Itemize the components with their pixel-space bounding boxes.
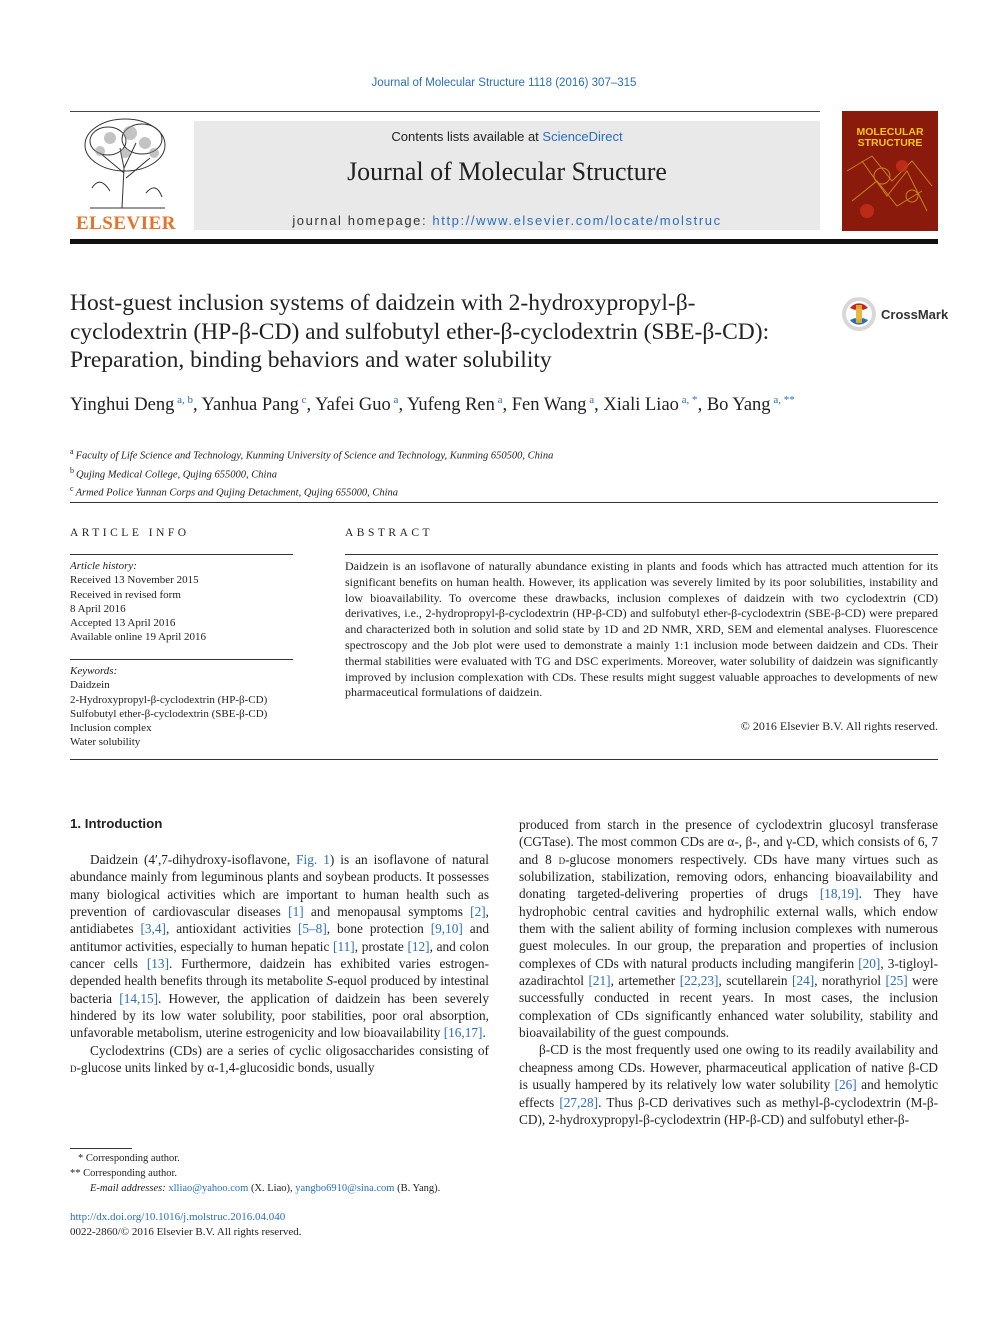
author-affiliation-marker[interactable]: a, b bbox=[174, 394, 193, 406]
keyword-0: Daidzein bbox=[70, 679, 110, 692]
email2-owner: (B. Yang). bbox=[394, 1183, 441, 1194]
author-name: Yinghui Deng bbox=[70, 395, 175, 416]
keywords-label: Keywords: bbox=[70, 665, 118, 677]
keyword-1: 2-Hydroxypropyl-β-cyclodextrin (HP-β-CD) bbox=[70, 693, 268, 706]
article-history bbox=[70, 559, 295, 645]
citation-link[interactable]: [21] bbox=[588, 973, 611, 989]
elsevier-logo bbox=[70, 113, 182, 235]
citation-link[interactable]: [13] bbox=[146, 956, 170, 972]
affiliation-marker: c bbox=[70, 484, 76, 493]
intro-paragraph-2: Cyclodextrins (CDs) are a series of cyclic oligosaccharides consisting of d-glucose units linked by α-1,4-glucosidic bonds, usually bbox=[70, 1042, 489, 1076]
cover-title-line2: STRUCTURE bbox=[857, 137, 923, 149]
keyword-2: Sulfobutyl ether-β-cyclodextrin (SBE-β-CD) bbox=[70, 707, 268, 720]
author-name: Yufeng Ren bbox=[407, 395, 495, 416]
tree-icon bbox=[70, 113, 182, 213]
citation-link[interactable]: [26] bbox=[834, 1077, 857, 1093]
intro-paragraph-1: Daidzein (4′,7-dihydroxy-isoflavone, Fig. 1) is an isoflavone of natural abundance mainly from leguminous plants and soybean products. It possesses many biological activities which are important to human health such as prevention of cardiovascular diseases [1] and menopausal symptoms [2], antidiabetes [3,4], antioxidant activities [5–8], bone protection [9,10] and antitumor activities, especially to human hepatic [11], prostate [12], and colon cancer cells [13]. Furthermore, daidzein has exhibited varies estrogen-depended health benefits through its metabolite S-equol produced by intestinal bacteria [14,15]. However, the application of daidzein has been severely hindered by its low water solubility, poor stabilities, poor oral absorption, unfavorable metabolism, uterine estrogenicity and low bioavailability [16,17]. bbox=[70, 852, 489, 1041]
author-affiliation-marker[interactable]: a, * bbox=[678, 394, 698, 406]
citation-link[interactable]: Fig. 1 bbox=[296, 852, 330, 867]
article-info-heading: ARTICLE INFO bbox=[70, 527, 190, 539]
email-label: E-mail addresses: bbox=[90, 1183, 169, 1194]
italic-text: S bbox=[326, 973, 334, 989]
body-column-right bbox=[519, 816, 938, 1128]
author-name: Fen Wang bbox=[511, 395, 587, 416]
doi-link[interactable]: http://dx.doi.org/10.1016/j.molstruc.2016.04.040 bbox=[70, 1211, 286, 1223]
small-caps-text: d bbox=[70, 1060, 77, 1076]
citation-link[interactable]: [25] bbox=[885, 973, 908, 989]
email-link-liao[interactable]: xlliao@yahoo.com bbox=[168, 1183, 249, 1194]
footnote-rule bbox=[70, 1148, 132, 1149]
citation-link[interactable]: [12] bbox=[407, 938, 430, 954]
citation-link[interactable]: [16,17] bbox=[443, 1025, 483, 1041]
email1-owner: (X. Liao), bbox=[248, 1183, 296, 1194]
history-label: Article history: bbox=[70, 560, 137, 572]
history-line-3: Accepted 13 April 2016 bbox=[70, 617, 176, 630]
author-affiliation-marker[interactable]: a bbox=[586, 394, 595, 406]
author-affiliation-marker[interactable]: a bbox=[390, 394, 399, 406]
keywords bbox=[70, 664, 295, 750]
keyword-3: Inclusion complex bbox=[70, 722, 152, 735]
sciencedirect-link[interactable]: ScienceDirect bbox=[542, 129, 623, 144]
citation-link[interactable]: [24] bbox=[792, 973, 815, 989]
affiliation-marker: a bbox=[70, 447, 76, 456]
homepage-link[interactable]: http://www.elsevier.com/locate/molstruc bbox=[432, 213, 722, 228]
citation-link[interactable]: [27,28] bbox=[559, 1094, 599, 1110]
crossmark-badge[interactable] bbox=[841, 296, 951, 336]
elsevier-wordmark: ELSEVIER bbox=[75, 213, 177, 234]
rule-abstract bbox=[345, 554, 938, 555]
citation-link[interactable]: [14,15] bbox=[119, 990, 159, 1006]
author-name: Yafei Guo bbox=[315, 395, 391, 416]
affiliation-line bbox=[70, 482, 770, 501]
citation-link[interactable]: [5–8] bbox=[297, 921, 327, 937]
email-link-yang[interactable]: yangbo6910@sina.com bbox=[295, 1183, 395, 1194]
author-list: Yinghui Deng $^{a, b}$, Yanhua Pang $^c$, Yafei Guo $^a$, Yufeng Ren $^a$, Fen Wang $^a$, Xiali Liao $^{a, *}$, Bo Yang $^{a, **}$ bbox=[70, 394, 795, 416]
author-affiliation-marker[interactable]: a bbox=[494, 394, 503, 406]
citation-link[interactable]: [22,23] bbox=[679, 973, 719, 989]
citation-link[interactable]: [11] bbox=[333, 938, 355, 954]
history-line-2: 8 April 2016 bbox=[70, 602, 126, 615]
history-line-4: Available online 19 April 2016 bbox=[70, 631, 207, 644]
footnote-emails bbox=[70, 1181, 510, 1196]
header-thick-rule bbox=[70, 239, 938, 244]
citation-link[interactable]: [3,4] bbox=[140, 921, 166, 937]
citation-link[interactable]: [2] bbox=[470, 904, 486, 920]
affiliations bbox=[70, 445, 770, 501]
keyword-4: Water solubility bbox=[70, 736, 141, 749]
citation-link[interactable]: [20] bbox=[858, 955, 881, 971]
citation-link[interactable]: [1] bbox=[288, 904, 304, 920]
affiliation-line bbox=[70, 464, 770, 483]
intro-paragraph-2-cont: produced from starch in the presence of cyclodextrin glucosyl transferase (CGTase). The most common CDs are α-, β-, and γ-CD, which consists of 6, 7 and 8 d-glucose monomers respectively. CDs have many virtues such as solubilization, stabilization, removing odors, enhancing bioavailability and donating targeted-delivering properties of drugs [18,19]. They have hydrophobic central cavities and hydrophilic external walls, which endow them with the salient ability of forming inclusion complexes with numerous guest molecules. In our group, the preparation and properties of inclusion complexes of CDs with natural products including mangiferin [20], 3-tigloyl-azadirachtol [21], artemether [22,23], scutellarein [24], norathyriol [25] were successfully conducted in recent years. In most cases, the inclusion complexation of CDs significantly enhanced water solubility, stability and bioavailability of the guest compounds. bbox=[519, 817, 939, 1041]
author-name: Xiali Liao bbox=[603, 395, 679, 416]
footnotes bbox=[70, 1151, 510, 1196]
article-title: Host-guest inclusion systems of daidzein with 2-hydroxypropyl-β-cyclodextrin (HP-β-CD) and sulfobutyl ether-β-cyclodextrin (SBE-β-CD): Preparation, binding behaviors and water solubility bbox=[70, 290, 770, 373]
footnote-corresponding-2: ** Corresponding author. bbox=[70, 1168, 178, 1179]
affiliation-marker: b bbox=[70, 465, 76, 475]
intro-heading: 1. Introduction bbox=[70, 816, 163, 831]
affiliation-text: Armed Police Yunnan Corps and Qujing Detachment, Qujing 655000, China bbox=[75, 487, 399, 499]
author-affiliation-marker[interactable]: c bbox=[298, 394, 307, 406]
rule-info bbox=[70, 554, 293, 555]
homepage-prefix: journal homepage: bbox=[292, 213, 433, 228]
issn-copyright: 0022-2860/© 2016 Elsevier B.V. All rights reserved. bbox=[70, 1226, 302, 1238]
homepage-line bbox=[194, 213, 820, 228]
journal-citation[interactable]: Journal of Molecular Structure 1118 (2016) 307–315 bbox=[371, 77, 637, 89]
abstract-heading: ABSTRACT bbox=[345, 527, 434, 539]
abstract-text: Daidzein is an isoflavone of naturally abundance existing in plants and foods which has attracted much attention for its significant benefits on human health. However, its application was severely limited by its poor solubilities, instability and low bioavailability. To overcome these drawbacks, inclusion complexes of daidzein with two cyclodextrin (CD) derivatives, i.e., 2-hydropropyl-β-cyclodextrin (HP-β-CD) and sulfobutyl ether-β-cyclodextrin (SBE-β-CD) were prepared and characterized both in solution and solid state by 1D and 2D NMR, XRD, SEM and elemental analyses. Fluorescence spectroscopy and the Job plot were used to demonstrate a mainly 1:1 inclusion mode between daidzein and CDs. Their thermal stabilities were evaluated with TG and DSC experiments. Moreover, water solubility of daidzein was significantly improved by inclusion complexation with CDs. These results might suggest valuable approaches to developments of new pharmaceutical formulations of daidzein. bbox=[345, 559, 938, 700]
author-name: Bo Yang bbox=[706, 395, 771, 416]
citation-link[interactable]: [18,19] bbox=[819, 886, 859, 902]
abstract-copyright: © 2016 Elsevier B.V. All rights reserved. bbox=[740, 719, 938, 733]
crossmark-icon bbox=[841, 296, 877, 332]
citation-link[interactable]: [9,10] bbox=[430, 921, 463, 937]
journal-banner bbox=[194, 121, 820, 230]
crossmark-label: CrossMark bbox=[881, 307, 949, 322]
rule-below-abstract bbox=[70, 759, 938, 760]
cover-title-line1: MOLECULAR bbox=[856, 126, 924, 138]
affiliation-line bbox=[70, 445, 770, 464]
affiliation-text: Faculty of Life Science and Technology, Kunming University of Science and Technology, Kunming 650500, China bbox=[75, 450, 554, 462]
affiliation-text: Qujing Medical College, Qujing 655000, China bbox=[76, 469, 277, 480]
top-rule bbox=[70, 111, 820, 112]
contents-prefix: Contents lists available at bbox=[391, 129, 543, 144]
history-line-1: Received in revised form bbox=[70, 588, 181, 601]
rule-keywords bbox=[70, 659, 293, 660]
footnote-corresponding-1: * Corresponding author. bbox=[78, 1153, 180, 1164]
cover-title bbox=[842, 127, 938, 149]
small-caps-text: d bbox=[558, 851, 566, 867]
rule-above-info bbox=[70, 502, 938, 503]
author-affiliation-marker[interactable]: a, ** bbox=[770, 394, 795, 406]
body-column-left bbox=[70, 851, 489, 1076]
journal-title: Journal of Molecular Structure bbox=[347, 157, 667, 186]
contents-line bbox=[194, 129, 820, 144]
intro-paragraph-3: β-CD is the most frequently used one owing to its readily availability and cheapness among CDs. However, pharmaceutical application of native β-CD is usually hampered by its relatively low water solubility [26] and hemolytic effects [27,28]. Thus β-CD derivatives such as methyl-β-cyclodextrin (M-β-CD), 2-hydroxypropyl-β-cyclodextrin (HP-β-CD) and sulfobutyl ether-β- bbox=[519, 1042, 939, 1127]
history-line-0: Received 13 November 2015 bbox=[70, 574, 199, 587]
author-name: Yanhua Pang bbox=[201, 395, 299, 416]
journal-cover[interactable] bbox=[842, 111, 938, 231]
